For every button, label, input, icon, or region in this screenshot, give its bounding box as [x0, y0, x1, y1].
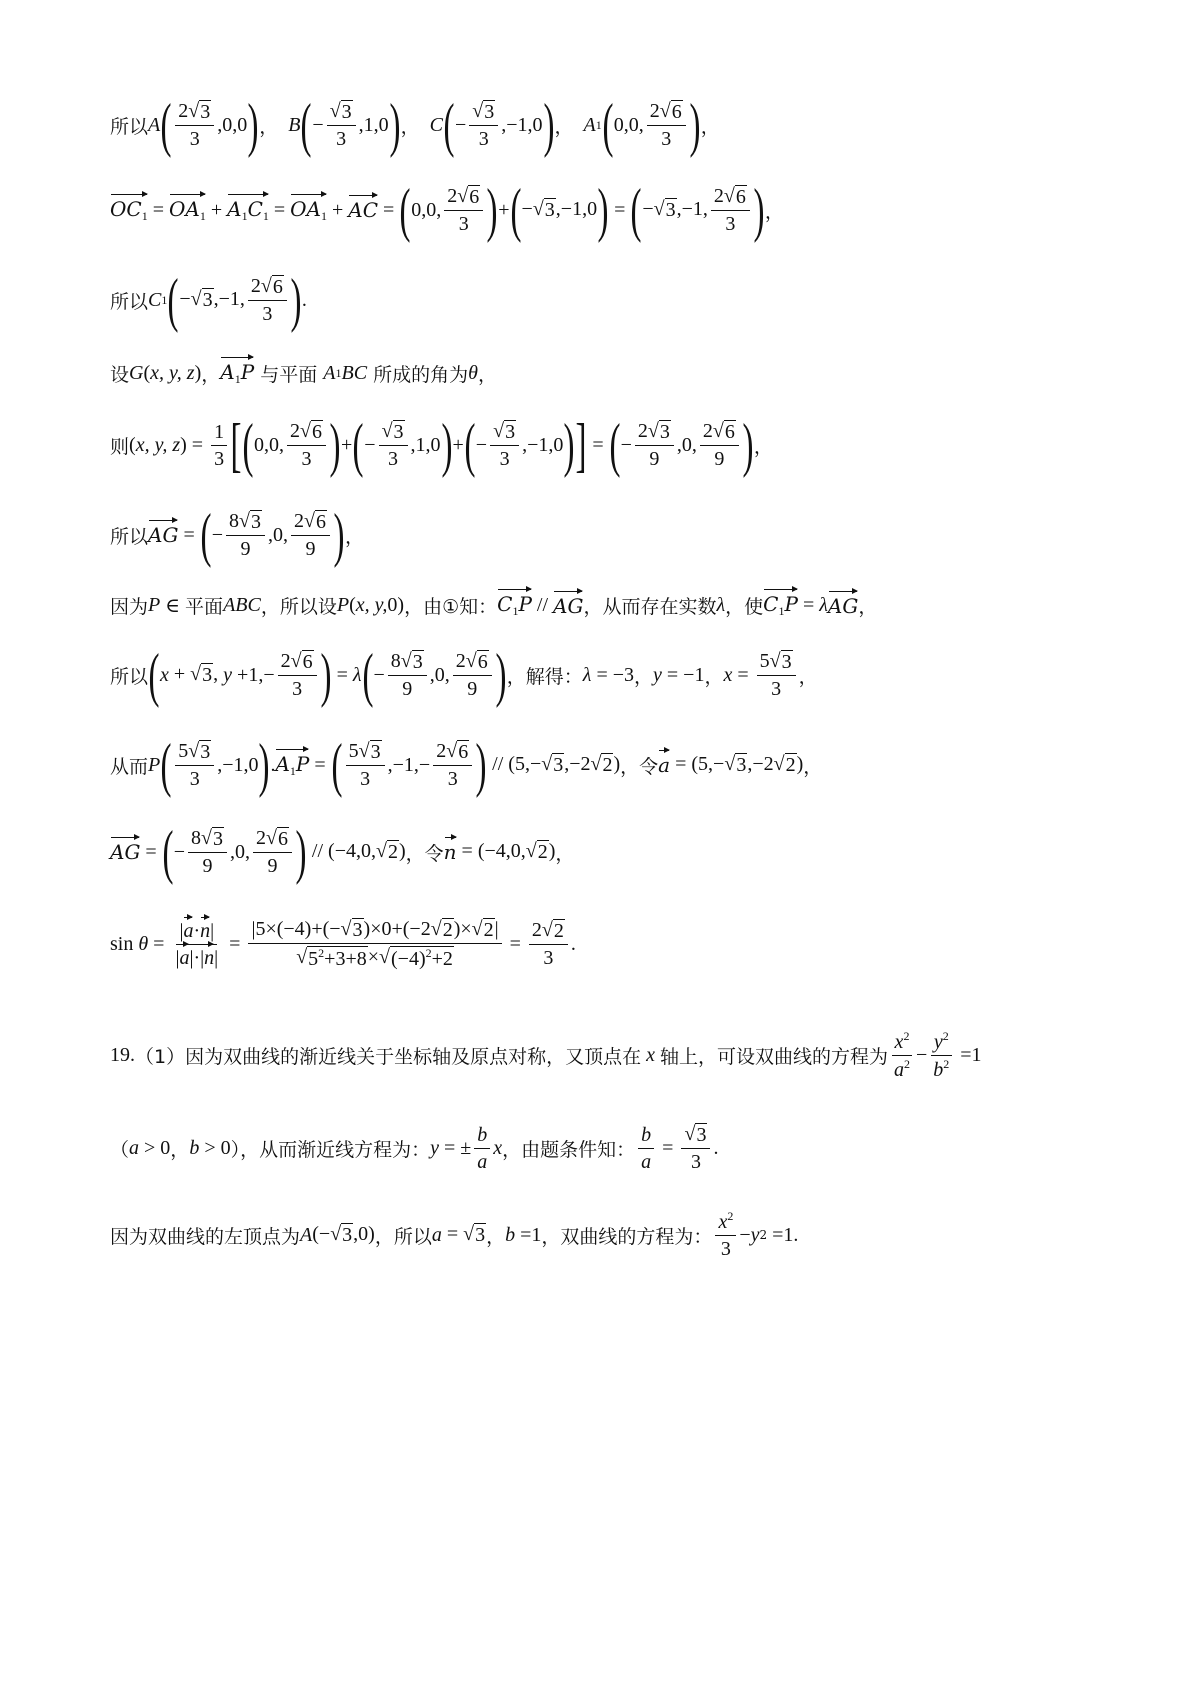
line-9: 从而 P ( 5√ 3 3 ,−1,0 ) . $A_1P$ = ( 5√ 3 3 ,−1,− 2√ 6 3 ) // (5,−√ 3 ,−2√ 2 ) ，令 a = (5,−√ 3 ,−2√ 2 ) ， — [110, 732, 823, 798]
line-3: 所以 C 1 ( −√ 3 ,−1, 2√ 6 3 ) . — [110, 267, 307, 333]
line-4: 设 G ( x, y, z ) ， $A_1P$ 与平面 A 1 BC 所成的角为 θ ， — [110, 360, 497, 386]
line-7: 因为 P ∈ 平面 ABC ，所以设 P ( x, y, 0) ，由①知： $C_1P$ // AG ，从而存在实数 λ ，使 $C_1P$ = λ AG ， — [110, 592, 878, 618]
line-2: $OC_1$ = $OA_1$ + $A_1C_1$ = $OA_1$ + AC = ( 0,0, 2√ 6 3 ) + ( −√ 3 ,−1,0 ) = ( −√ 3 ,−1, 2√ 6 3 ) ， — [110, 177, 784, 243]
line-6: 所以 AG = ( − 8√ 3 9 ,0, 2√ 6 9 ) ， — [110, 502, 364, 568]
line-12: 19. （1）因为双曲线的渐近线关于坐标轴及原点对称，又顶点在 x 轴上，可设双曲线的方程为 $\frac{x^2}{a^2}$ − $\frac{y^2}{b^2}$ =1 — [110, 1029, 982, 1081]
text-transcript: 所以A(2√3/3, 0, 0), B(−√3/3, 1, 0), C(−√3/3, −1, 0), A₁(0, 0, 2√6/3), OC₁ = OA₁ + A₁C₁ = OA₁ + AC = (0, 0, 2√6/3) + (−√3, −1, 0) = (−√3, −1, 2√6/3), 所以C₁(−√3, −1, 2√6/3). 设G(x, y, z), A₁P 与平面 A₁BC 所成的角为 θ, 则(x, y, z) = 1/3[(0, 0, 2√6/3) + (−√3/3, 1, 0) + (−√3/3, −1, 0)] = (−2√3/9, 0, 2√6/9), 所以AG = (−8√3/9, 0, 2√6/9), 因为 P ∈ 平面 ABC，所以设 P(x, y, 0)，由①知：C₁P // AG，从而存在实数 λ，使 C₁P = λAG， 所以(x + √3, y + 1, −2√6/3) = λ(−8√3/9, 0, 2√6/9)，解得：λ = −3，y = −1，x = 5√3/3， 从而P(5√3/3, −1, 0). A₁P = (5√3/3, −1, −2√6/3) // (5, −√3, −2√2)，令 a = (5, −√3, −2√2)， AG = (−8√3/9, 0, 2√6/9) // (−4, 0, √2)，令 n = (−4, 0, √2)， sin θ = |a·n| / (|a|·|n|) = |5×(−4) + (−√3)×0 + (−2√2)×√2| / (√(5²+3+8) × √((−4)²+2)) = 2√2/3. 19.（1）因为双曲线的渐近线关于坐标轴及原点对称，又顶点在 x 轴上，可设双曲线的方程为 x²/a² − y²/b² = 1 （a > 0，b > 0），从而渐近线方程为：y = ±(b/a)x，由题条件知：b/a = √3/3. 因为双曲线的左顶点为 A(−√3, 0)，所以 a = √3，b = 1，双曲线的方程为：x²/3 − y² = 1. — [110, 1320, 620, 1321]
line-8: 所以 ( x + √ 3 , y +1,− 2√ 6 3 ) = λ ( − 8√ 3 9 ,0, 2√ 6 9 ) ，解得： λ = −3 ， y = −1 ， x = 5√ 3 3 ， — [110, 642, 818, 708]
line-14: 因为双曲线的左顶点为 A (−√ 3 ,0) ，所以 a = √ 3 ， b =1 ，双曲线的方程为： $\frac{x^2}{3}$ − y 2 =1. — [110, 1209, 799, 1260]
line-11: sin θ = $\frac{|a\cdot n|}{|a|\cdot|n|}$ = |5×(−4)+(−√ 3 )×0+(−2√ 2 )×√ 2 | √ $5^2+3+8$ ×√ $(-4)^2+2$ = 2√ 2 3 . — [110, 918, 576, 970]
line-5: 则 ( x, y, z ) = $\frac{1}{3}$ [ ( 0,0, 2√ 6 3 ) + ( − √ 3 3 ,1,0 ) + ( − √ 3 3 ,−1,0 ) ] = ( − 2√ 3 9 ,0, 2√ 6 9 ) ， — [110, 412, 773, 478]
line-13: （ a > 0 ， b > 0 ），从而渐近线方程为： y = ± $\frac{b}{a}$ x ，由题条件知： $\frac{b}{a}$ = √ 3 3 . — [110, 1123, 719, 1173]
line-1: 所以 A ( 2√ 3 3 ,0,0 ) ， B ( − √ 3 3 ,1,0 ) ， C ( − √ 3 3 ,−1,0 ) ， A 1 ( 0,0, 2√ 6 3 ) ， — [110, 92, 720, 158]
line-10: AG = ( − 8√ 3 9 ,0, 2√ 6 9 ) // (−4,0,√ 2 ) ，令 n = (−4,0,√ 2 ) ， — [110, 819, 575, 885]
